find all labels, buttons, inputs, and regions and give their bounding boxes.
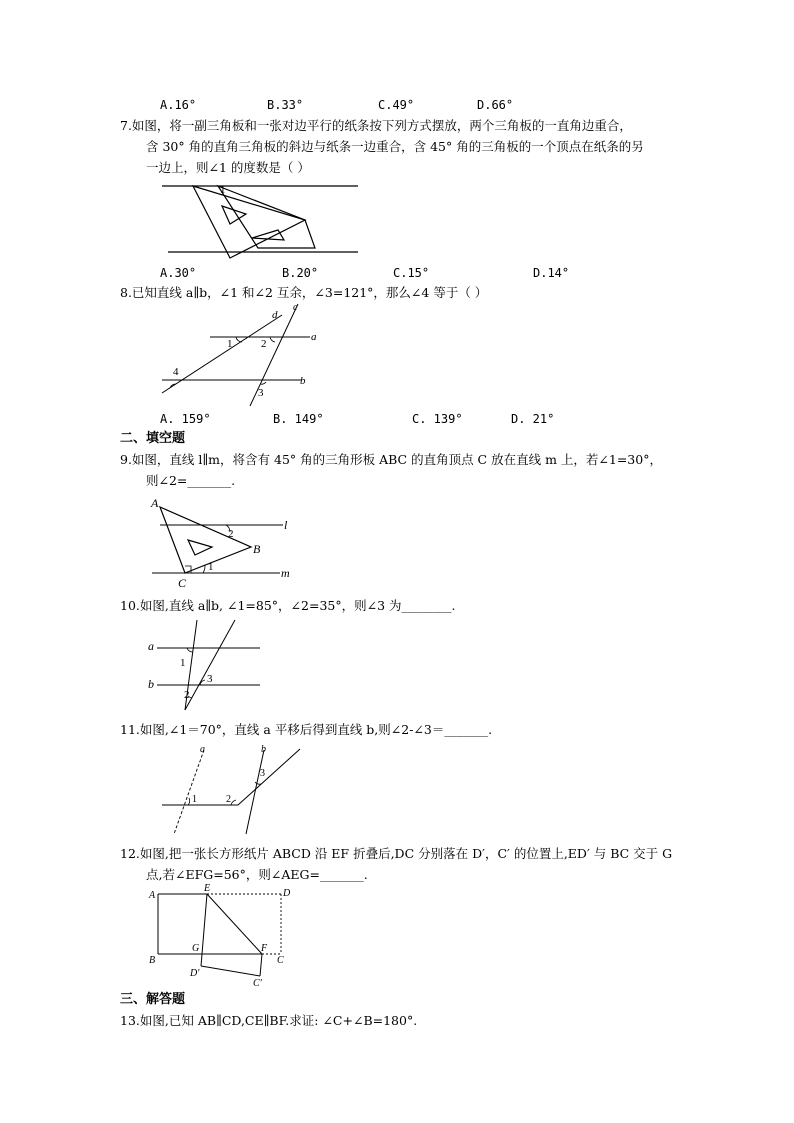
q8-label-b: b [300, 375, 306, 387]
q9-label-B: B [253, 542, 261, 556]
q7-text-line3: 一边上，则∠1 的度数是（ ） [146, 160, 310, 175]
q8-angle-1: 1 [227, 338, 233, 350]
q12-text-line2: 点,若∠EFG=56°，则∠AEG=_______. [146, 867, 368, 882]
q9-text-line2: 则∠2=_______. [146, 473, 236, 488]
q7-figure [160, 180, 360, 260]
section-answer-heading: 三、解答题 [120, 992, 186, 1007]
q9-figure [148, 495, 298, 590]
q6-option-d: D.66° [477, 98, 514, 112]
q10-label-b: b [148, 677, 154, 691]
q12-label-A: A [149, 890, 156, 901]
q10-angle-1: 1 [180, 657, 186, 669]
q12-label-G: G [192, 943, 200, 954]
q11-label-a: a [200, 744, 205, 755]
q7-text-line2: 含 30° 角的直角三角板的斜边与纸条一边重合，含 45° 角的三角板的一个顶点在纸条的另 [146, 139, 644, 154]
q12-label-C: C [277, 955, 284, 966]
q12-figure [146, 884, 298, 990]
q8-angle-4: 4 [173, 366, 179, 378]
q13-text: 13.如图,已知 AB∥CD,CE∥BF.求证: ∠C+∠B=180°. [120, 1013, 418, 1028]
q10-label-a: a [148, 639, 154, 653]
q11-angle-1: 1 [192, 794, 197, 805]
q8-option-c: C. 139° [412, 412, 463, 426]
q6-option-a: A.16° [160, 98, 197, 112]
q9-label-l: l [284, 518, 288, 532]
q10-figure [145, 616, 270, 716]
q8-text: 8.已知直线 a∥b，∠1 和∠2 互余，∠3=121°，那么∠4 等于（ ） [120, 285, 488, 300]
q9-angle-2: 2 [228, 528, 234, 540]
q12-label-Cprime: C′ [253, 978, 262, 989]
q8-angle-3: 3 [258, 387, 264, 399]
q7-angle-1-label: 1 [220, 184, 226, 196]
q12-label-F: F [261, 943, 268, 954]
q12-text-line1: 12.如图,把一张长方形纸片 ABCD 沿 EF 折叠后,DC 分别落在 D′，C′ 的位置上,ED′ 与 BC 交于 G [120, 846, 673, 861]
q12-label-E: E [204, 883, 211, 894]
q8-option-d: D. 21° [511, 412, 555, 426]
q6-option-c: C.49° [378, 98, 415, 112]
q8-label-a: a [311, 331, 317, 343]
q7-option-b: B.20° [282, 266, 319, 280]
q10-text: 10.如图,直线 a∥b, ∠1=85°，∠2=35°，则∠3 为________. [120, 598, 456, 613]
q8-figure [160, 300, 330, 410]
q11-angle-2: 2 [226, 794, 231, 805]
q7-option-d: D.14° [533, 266, 570, 280]
q11-figure [158, 744, 308, 836]
q8-label-d: d [272, 309, 278, 321]
section-fill-in-heading: 二、填空题 [120, 431, 186, 446]
q8-option-a: A. 159° [160, 412, 211, 426]
q11-label-b: b [261, 744, 266, 755]
q10-angle-3: 3 [207, 673, 213, 685]
q12-label-B: B [149, 955, 156, 966]
q8-angle-2: 2 [261, 338, 267, 350]
q7-option-c: C.15° [393, 266, 430, 280]
q11-angle-3: 3 [260, 768, 265, 779]
q9-label-C: C [178, 576, 187, 590]
q8-label-c: c [293, 302, 298, 313]
q10-angle-2: 2 [184, 689, 190, 701]
q11-text: 11.如图,∠1＝70°，直线 a 平移后得到直线 b,则∠2-∠3＝_______. [120, 722, 493, 737]
q9-label-m: m [281, 566, 290, 580]
q9-text-line1: 9.如图，直线 l∥m，将含有 45° 角的三角形板 ABC 的直角顶点 C 放在直线 m 上，若∠1=30°， [120, 452, 662, 467]
q6-option-b: B.33° [267, 98, 304, 112]
q12-label-D: D [283, 888, 291, 899]
q7-option-a: A.30° [160, 266, 197, 280]
q9-angle-1: 1 [208, 561, 214, 573]
q8-option-b: B. 149° [273, 412, 324, 426]
q12-label-Dprime: D′ [190, 968, 200, 979]
q9-label-A: A [151, 496, 159, 510]
q7-text-line1: 7.如图，将一副三角板和一张对边平行的纸条按下列方式摆放，两个三角板的一直角边重合， [120, 118, 632, 133]
